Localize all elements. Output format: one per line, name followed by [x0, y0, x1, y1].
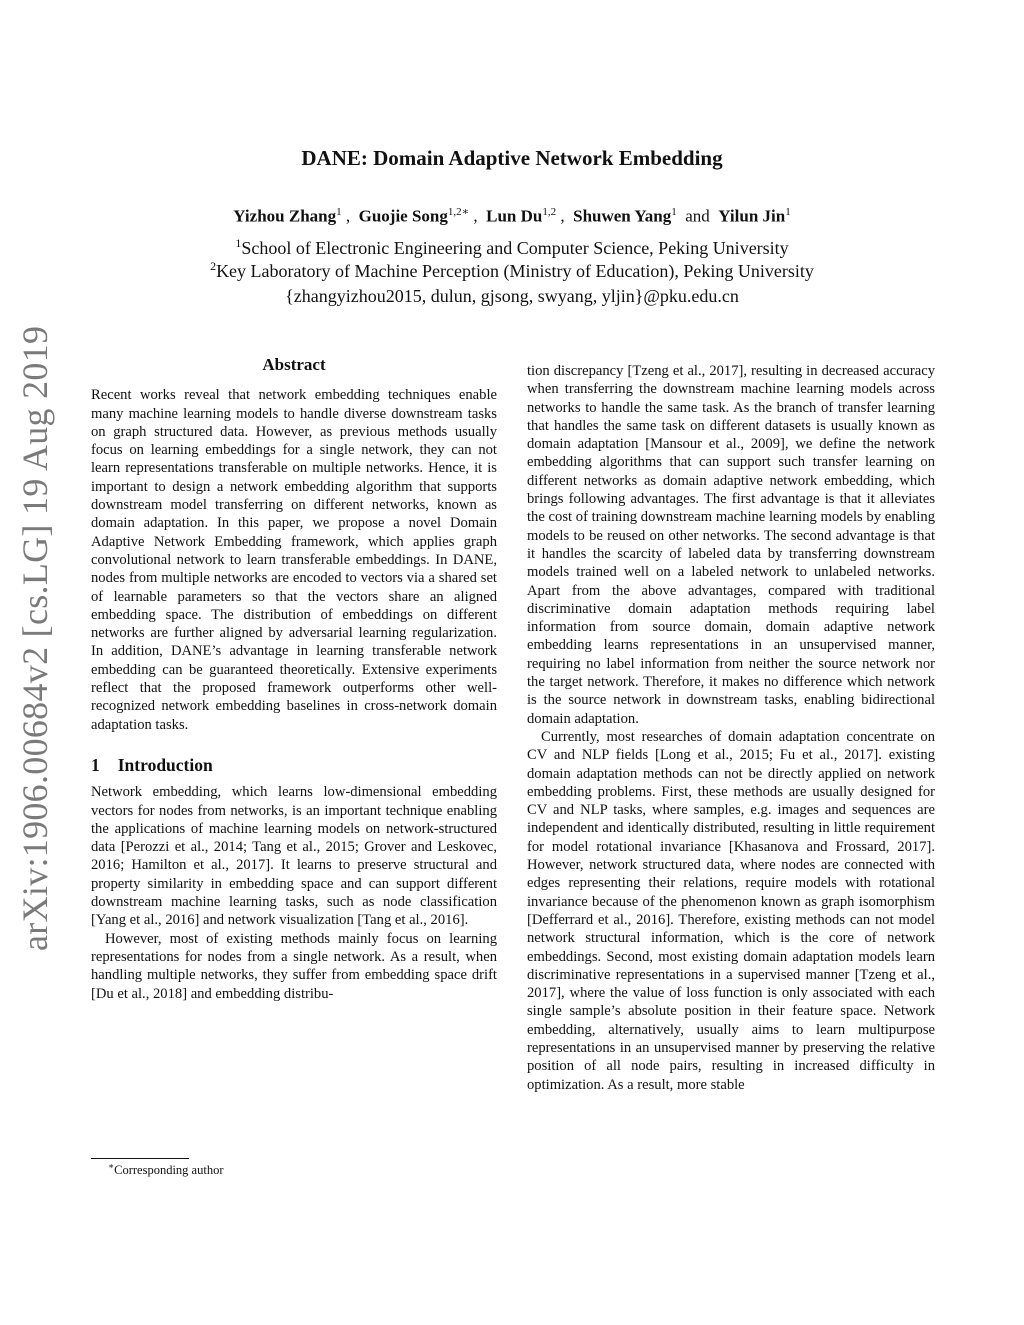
- body-paragraph: Currently, most researches of domain adaptation concentrate on CV and NLP fields [Long et al., 2015; Fu et al., 2017]. existing domain adaptation methods can not be directly applied on network embedding problems. First, these methods are usually designed for CV and NLP tasks, where samples, e.g. images and sequences are independent and identically distributed, resulting in little requirement for model rotational invariance [Khasanova and Frossard, 2017]. However, network structured data, where nodes are connected with edges representing their relations, require models with rotational invariance because of the phenomenon known as graph isomorphism [Defferrard et al., 2016]. Therefore, existing methods can not model network structural information, which is the core of network embeddings. Second, most existing domain adaptation models learn discriminative representations in a supervised manner [Tzeng et al., 2017], where the value of loss function is only associated with each single sample’s absolute position in their feature space. Network embedding, alternatively, usually aims to learn multipurpose representations in an unsupervised manner by preserving the relative position of all node pairs, resulting in increased difficulty in optimization. As a result, more stable: [527, 728, 935, 1093]
- author-list: Yizhou Zhang$^1$ , Guojie Song$^{1,2∗}$ , Lun Du$^{1,2}$ , Shuwen Yang$^1$ and Yilun Jin$^1$: [233, 206, 791, 226]
- arxiv-identifier: arXiv:1906.00684v2 [cs.LG] 19 Aug 2019: [15, 325, 55, 951]
- section-title: Introduction: [117, 754, 213, 775]
- affiliation-text: Key Laboratory of Machine Perception (Ministry of Education), Peking University: [216, 261, 814, 281]
- body-paragraph: However, most of existing methods mainly focus on learning representations for nodes from a single network. As a result, when handling multiple networks, they suffer from embedding space drift [Du et al., 2018] and embedding distribu-: [91, 930, 497, 1002]
- footnote: [108, 1161, 223, 1178]
- affiliation-line: [0, 259, 1024, 282]
- paper-title: DANE: Domain Adaptive Network Embedding: [301, 146, 723, 170]
- authors-conjunction: and: [685, 206, 710, 226]
- author-affiliation-mark: 1: [785, 206, 791, 218]
- author-name: Lun Du: [486, 206, 543, 226]
- footnote-rule: [91, 1158, 189, 1159]
- author-emails: {zhangyizhou2015, dulun, gjsong, swyang, yljin}@pku.edu.cn: [285, 286, 739, 306]
- author-affiliation-mark: 1: [671, 206, 677, 218]
- author-affiliation-mark: 1,2: [542, 206, 557, 218]
- abstract-text: Recent works reveal that network embedding techniques enable many machine learning models to handle diverse downstream tasks on graph structured data. However, as previous methods usually focus on learning embeddings for a single network, they can not learn representations transferable on multiple networks. Hence, it is important to design a network embedding algorithm that supports downstream model transferring on different networks, known as domain adaptation. In this paper, we propose a novel Domain Adaptive Network Embedding framework, which applies graph convolutional network to learn transferable embeddings. In DANE, nodes from multiple networks are encoded to vectors via a shared set of learnable parameters so that the vectors share an aligned embedding space. The distribution of embeddings on different networks are further aligned by adversarial learning regularization. In addition, DANE’s advantage in learning transferable network embedding can be guaranteed theoretically. Extensive experiments reflect that the proposed framework outperforms other well-recognized network embedding baselines in cross-network domain adaptation tasks.: [91, 387, 497, 733]
- author-name: Yilun Jin: [718, 206, 786, 226]
- author-affiliation-mark: 1: [336, 206, 342, 218]
- section-number: 1: [91, 754, 100, 775]
- author-name: Shuwen Yang: [573, 206, 672, 226]
- affiliation-line: [0, 236, 1024, 259]
- author-name: Yizhou Zhang: [233, 206, 337, 226]
- footnote-mark: ∗: [108, 1161, 115, 1171]
- author-affiliation-mark: 1,2∗: [447, 206, 470, 218]
- affiliation-mark: 1: [235, 236, 242, 250]
- right-column: [527, 362, 935, 1094]
- author-name: Guojie Song: [358, 206, 448, 226]
- abstract-heading: Abstract: [262, 355, 326, 374]
- affiliation-mark: 2: [210, 259, 217, 273]
- body-paragraph: tion discrepancy [Tzeng et al., 2017], resulting in decreased accuracy when transferring the downstream machine learning models across networks to handle the same task. As the branch of transfer learning that handles the same task on different datasets is usually known as domain adaptation [Mansour et al., 2009], we define the network embedding algorithms that can support such transfer learning on different networks as domain adaptive network embedding, which brings following advantages. The first advantage is that it alleviates the cost of training downstream machine learning models by enabling models to be reused on other networks. The second advantage is that it handles the scarcity of labeled data by transferring downstream models trained well on a labeled network to unlabeled networks. Apart from the above advantages, compared with traditional discriminative domain adaptation methods requiring label information from source domain, domain adaptive network embedding learns representations in an unsupervised manner, requiring no label information from neither the source network nor the target network. Therefore, it makes no difference which network is the source network in downstream tasks, enabling bidirectional domain adaptation.: [527, 363, 935, 727]
- footnote-text: Corresponding author: [114, 1163, 224, 1178]
- section-heading: [91, 756, 497, 774]
- affiliation-text: School of Electronic Engineering and Computer Science, Peking University: [241, 238, 789, 258]
- left-column: [91, 356, 497, 1003]
- body-paragraph: Network embedding, which learns low-dimensional embedding vectors for nodes from networks, is an important technique enabling the applications of machine learning models on network-structured data [Perozzi et al., 2014; Tang et al., 2015; Grover and Leskovec, 2016; Hamilton et al., 2017]. It learns to preserve structural and property similarity in embedding space and can support different downstream machine learning tasks, such as node classification [Yang et al., 2016] and network visualization [Tang et al., 2016].: [91, 784, 497, 929]
